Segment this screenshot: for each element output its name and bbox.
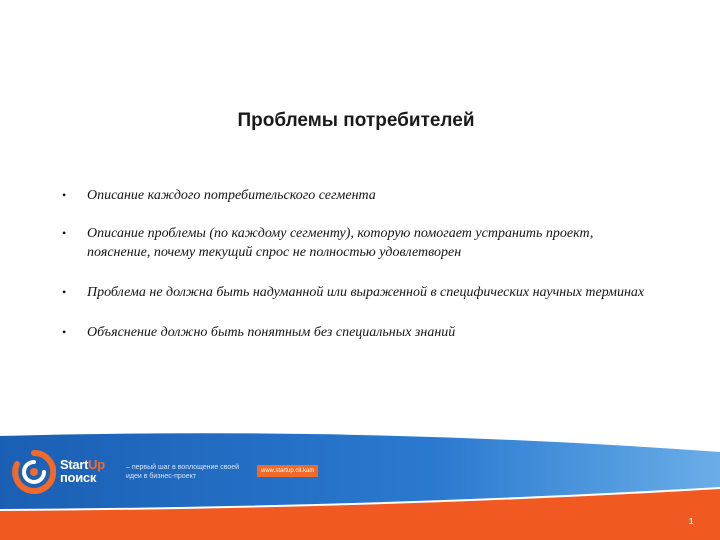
- bullet-list: [62, 186, 652, 361]
- page-number: 1: [689, 517, 694, 526]
- website-link[interactable]: www.startup.cit.kam: [257, 465, 318, 477]
- bullet-text: Описание каждого потребительского сегмента: [87, 188, 376, 203]
- bullet-text: Объяснение должно быть понятным без специальных знаний: [87, 325, 456, 340]
- bullet-icon: •: [62, 285, 67, 299]
- footer-banner: [0, 430, 720, 540]
- bullet-icon: •: [62, 325, 67, 339]
- startup-logo-icon: [12, 450, 56, 494]
- bullet-icon: •: [62, 188, 67, 202]
- bullet-item: [62, 186, 652, 205]
- brand-tagline: – первый шаг в воплощение своей идеи в бизнес-проект: [126, 464, 240, 480]
- slide-title: Проблемы потребителей: [237, 110, 475, 131]
- brand-name: StartUp поиск: [60, 457, 105, 485]
- bullet-item: [62, 224, 652, 262]
- bullet-icon: •: [62, 226, 67, 240]
- bullet-text: Описание проблемы (по каждому сегменту), которую помогает устранить проект, пояснение, почему текущий спрос не полностью удовлетворен: [87, 226, 594, 260]
- bullet-item: [62, 323, 652, 342]
- bullet-text: Проблема не должна быть надуманной или выраженной в специфических научных терминах: [87, 285, 645, 300]
- bullet-item: [62, 283, 652, 302]
